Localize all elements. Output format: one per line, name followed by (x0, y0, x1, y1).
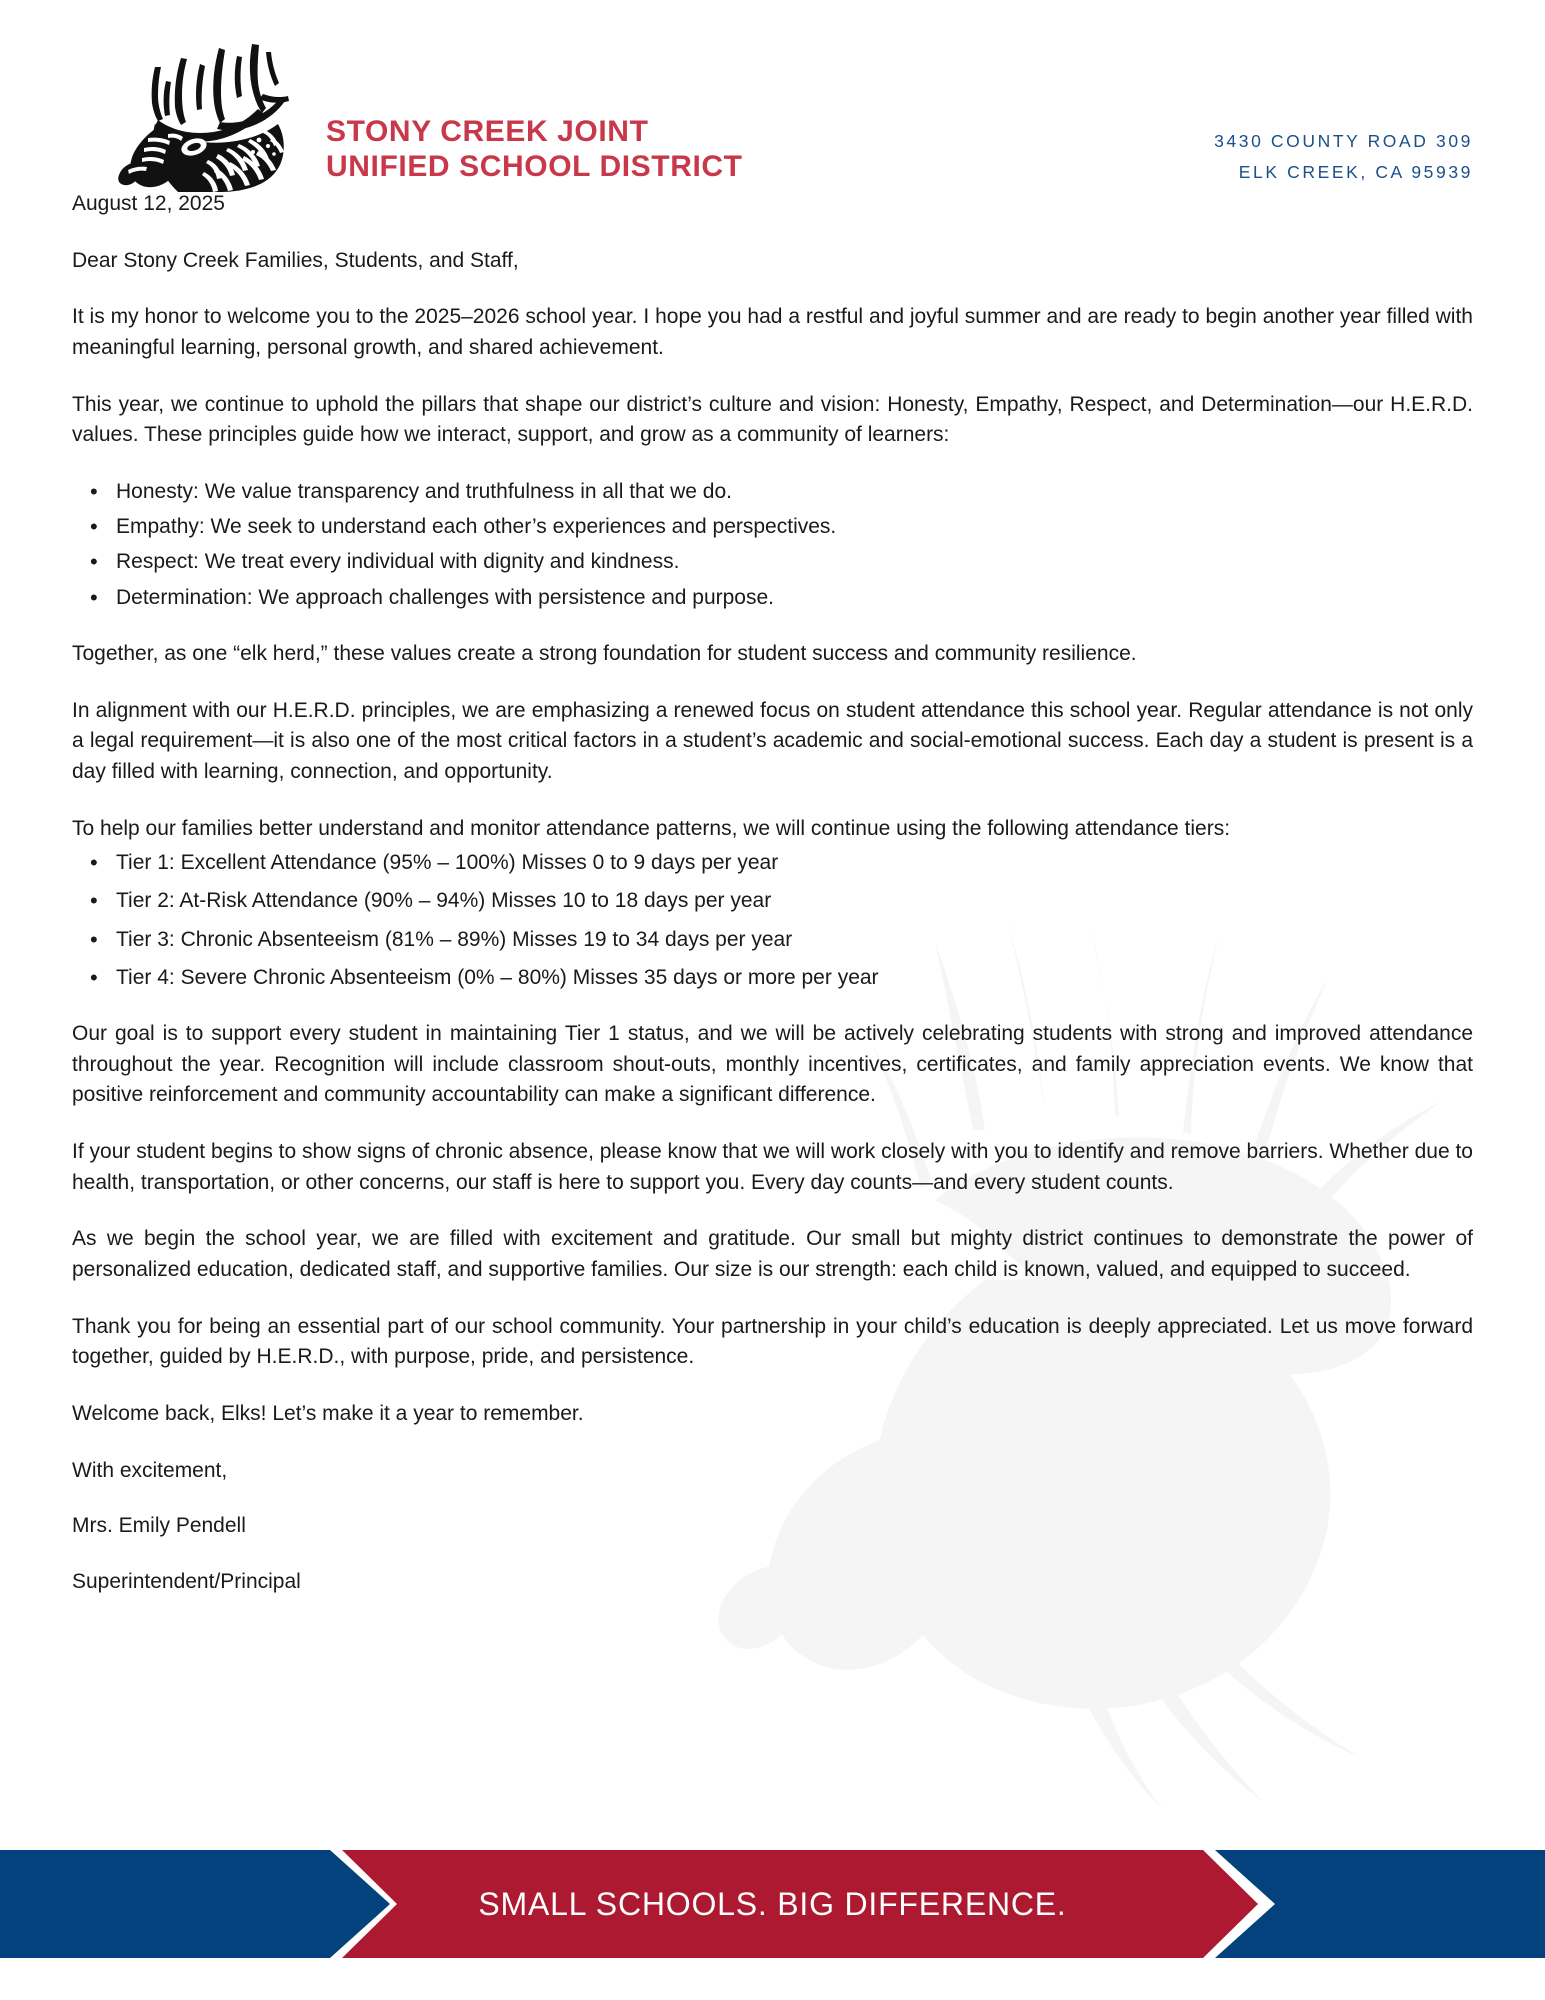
attendance-tiers-list (72, 848, 1473, 993)
signature-name: Mrs. Emily Pendell (72, 1514, 246, 1538)
list-item: • Tier 2: At-Risk Attendance (90% – 94%) Misses 10 to 18 days per year (116, 886, 1473, 916)
paragraph-welcome: It is my honor to welcome you to the 2025–2026 school year. I hope you had a restful and joyful summer and are ready to begin another year filled with meaningful learning, personal growth, and shared achievement. (72, 305, 1473, 359)
paragraph-small-mighty: As we begin the school year, we are filled with excitement and gratitude. Our small but mighty district continues to demonstrate the power of personalized education, dedicated staff, and supportive families. Our size is our strength: each child is known, valued, and equipped to succeed. (72, 1227, 1473, 1282)
footer-banner (0, 1850, 1545, 1958)
footer-left-blue-shape (0, 1850, 390, 1958)
list-item: • Determination: We approach challenges with persistence and purpose. (116, 583, 1473, 613)
list-item: • Tier 1: Excellent Attendance (95% – 100%) Misses 0 to 9 days per year (116, 848, 1473, 878)
address-line-1: 3430 COUNTY ROAD 309 (1214, 131, 1473, 151)
signature-closing: With excitement, (72, 1458, 228, 1482)
paragraph-tiers-intro: To help our families better understand and monitor attendance patterns, we will continue using the following attendance tiers: (72, 816, 1231, 840)
list-item: • Honesty: We value transparency and truthfulness in all that we do. (116, 477, 1473, 507)
signature-block (72, 1456, 1473, 1597)
elk-head-logo-icon (108, 34, 308, 194)
list-item: • Tier 3: Chronic Absenteeism (81% – 89%) Misses 19 to 34 days per year (116, 925, 1473, 955)
paragraph-thank-you: Thank you for being an essential part of our school community. Your partnership in your child’s education is deeply appreciated. Let us move forward together, guided by H.E.R.D., with purpose, pride, and persistence. (72, 1314, 1473, 1369)
list-item: • Respect: We treat every individual with dignity and kindness. (116, 547, 1473, 577)
paragraph-chronic-support: If your student begins to show signs of chronic absence, please know that we will work closely with you to identify and remove barriers. Whether due to health, transportation, or other concerns, our staff is here to support you. Every day counts—and every student counts. (72, 1140, 1473, 1194)
paragraph-elk-herd: Together, as one “elk herd,” these values create a strong foundation for student success and community resilience. (72, 641, 1137, 665)
address-line-2: ELK CREEK, CA 95939 (1238, 161, 1473, 182)
list-item: • Tier 4: Severe Chronic Absenteeism (0% – 80%) Misses 35 days or more per year (116, 963, 1473, 993)
district-address (1214, 34, 1473, 187)
district-name (326, 34, 1214, 185)
signature-title: Superintendent/Principal (72, 1570, 301, 1594)
herd-values-list (72, 477, 1473, 613)
district-name-line1: STONY CREEK JOINT (326, 115, 649, 148)
paragraph-attendance-focus: In alignment with our H.E.R.D. principles, we are emphasizing a renewed focus on student attendance this school year. Regular attendance is not only a legal requirement—it is also one of the most critical factors in a student’s academic and social-emotional success. Each day a student is present is a day filled with learning, connection, and opportunity. (72, 698, 1473, 783)
footer-right-blue-shape (1215, 1850, 1545, 1958)
paragraph-herd-intro: This year, we continue to uphold the pillars that shape our district’s culture and vision: Honesty, Empathy, Respect, and Determination—our H.E.R.D. values. These principles guide how we interact, support, and grow as a community of learners: (72, 392, 1473, 447)
paragraph-welcome-back: Welcome back, Elks! Let’s make it a year to remember. (72, 1402, 584, 1425)
letter-salutation: Dear Stony Creek Families, Students, and Staff, (72, 248, 519, 272)
list-item: • Empathy: We seek to understand each other’s experiences and perspectives. (116, 512, 1473, 542)
paragraph-tier1-goal: Our goal is to support every student in maintaining Tier 1 status, and we will be actively celebrating students with strong and improved attendance throughout the year. Recognition will include classroom shout-outs, monthly incentives, certificates, and family appreciation events. We know that positive reinforcement and community accountability can make a significant difference. (72, 1022, 1473, 1107)
letterhead-header (72, 0, 1473, 184)
footer-center-red-shape (342, 1850, 1258, 1958)
letter-date: August 12, 2025 (72, 192, 225, 215)
letter-body (72, 175, 1473, 1597)
footer-tagline: SMALL SCHOOLS. BIG DIFFERENCE. (478, 1885, 1067, 1922)
district-name-line2: UNIFIED SCHOOL DISTRICT (326, 150, 743, 184)
